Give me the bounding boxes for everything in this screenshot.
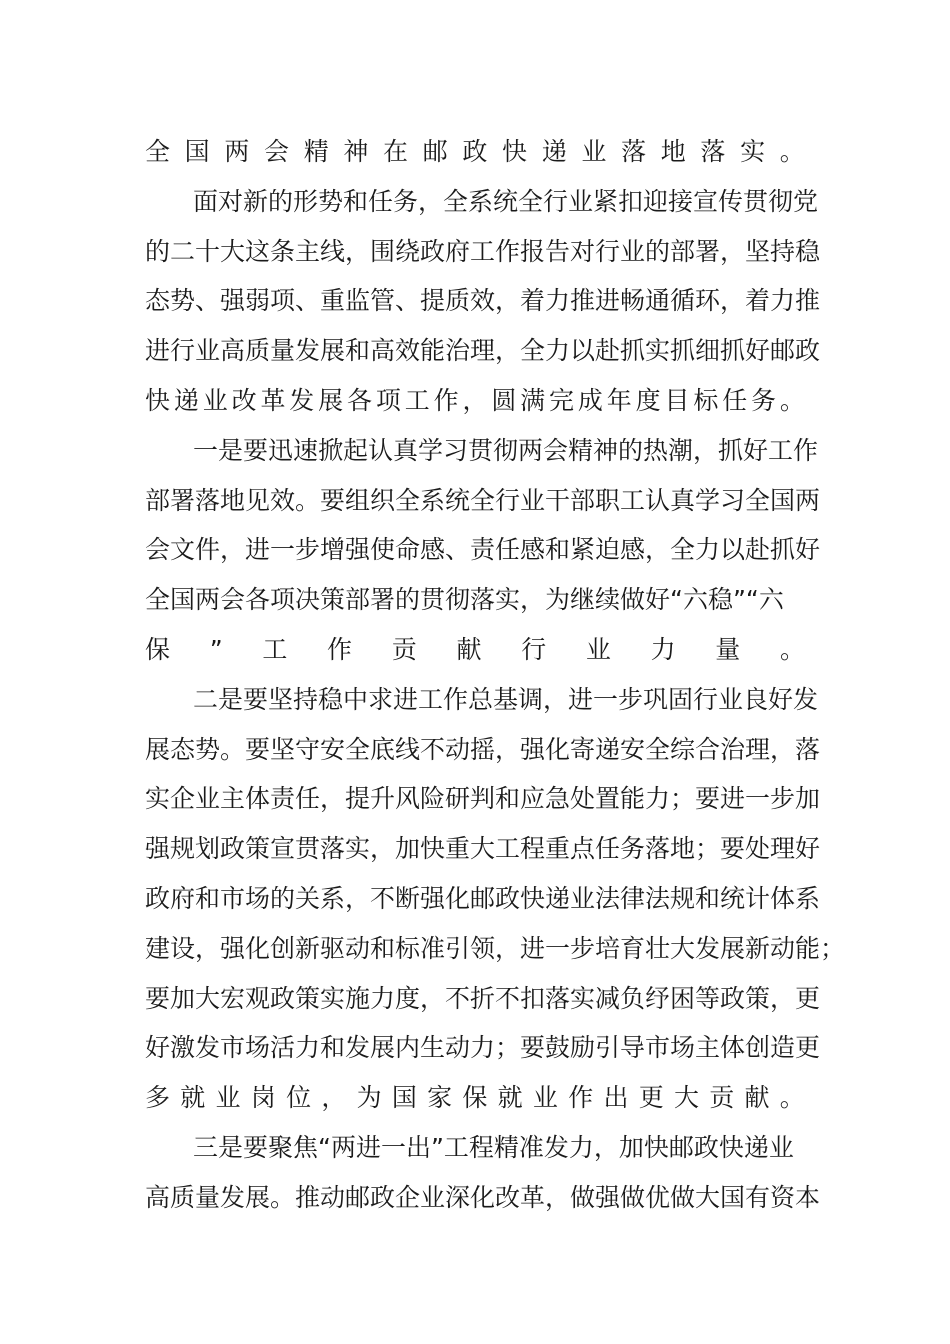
text-line: 部署落地见效。要组织全系统全行业干部职工认真学习全国两 (145, 485, 821, 515)
text-line: 快 递 业 改 革 发 展 各 项 工 作 ， 圆 满 完 成 年 度 目 标 任 务 。 (145, 386, 805, 415)
text-line: 态势、强弱项、重监管、提质效，着力推进畅通循环，着力推 (145, 286, 821, 316)
text-line: 要加大宏观政策实施力度，不折不扣落实减负纾困等政策，更 (145, 983, 821, 1013)
text-line: 会文件，进一步增强使命感、责任感和紧迫感，全力以赴抓好 (145, 535, 821, 565)
text-line: 面对新的形势和任务，全系统全行业紧扣迎接宣传贯彻党 (193, 186, 819, 216)
text-line: 进行业高质量发展和高效能治理，全力以赴抓实抓细抓好邮政 (145, 336, 821, 366)
text-line: 三是要聚焦“两进一出”工程精准发力，加快邮政快递业 (193, 1133, 794, 1162)
text-line: 建设，强化创新驱动和标准引领，进一步培育壮大发展新动能； (145, 933, 846, 963)
text-line: 实企业主体责任，提升风险研判和应急处置能力；要进一步加 (145, 784, 821, 814)
text-line: 全 国 两 会 精 神 在 邮 政 快 递 业 落 地 落 实 。 (145, 137, 805, 166)
text-line: 的二十大这条主线，围绕政府工作报告对行业的部署，坚持稳 (145, 236, 821, 266)
text-line: 强规划政策宣贯落实，加快重大工程重点任务落地；要处理好 (145, 834, 821, 864)
text-line: 二是要坚持稳中求进工作总基调，进一步巩固行业良好发 (193, 684, 819, 714)
text-line: 全国两会各项决策部署的贯彻落实，为继续做好“六稳”“六 (145, 585, 784, 615)
text-line: 高质量发展。推动邮政企业深化改革，做强做优做大国有资本 (145, 1182, 821, 1212)
text-line: 好激发市场活力和发展内生动力；要鼓励引导市场主体创造更 (145, 1033, 821, 1063)
text-line: 多 就 业 岗 位 ， 为 国 家 保 就 业 作 出 更 大 贡 献 。 (145, 1083, 805, 1113)
text-line: 展态势。要坚守安全底线不动摇，强化寄递安全综合治理，落 (145, 734, 821, 764)
text-line: 保 ” 工 作 贡 献 行 业 力 量 。 (145, 635, 805, 664)
text-line: 一是要迅速掀起认真学习贯彻两会精神的热潮，抓好工作 (193, 435, 819, 465)
text-line: 政府和市场的关系，不断强化邮政快递业法律法规和统计体系 (145, 884, 821, 913)
